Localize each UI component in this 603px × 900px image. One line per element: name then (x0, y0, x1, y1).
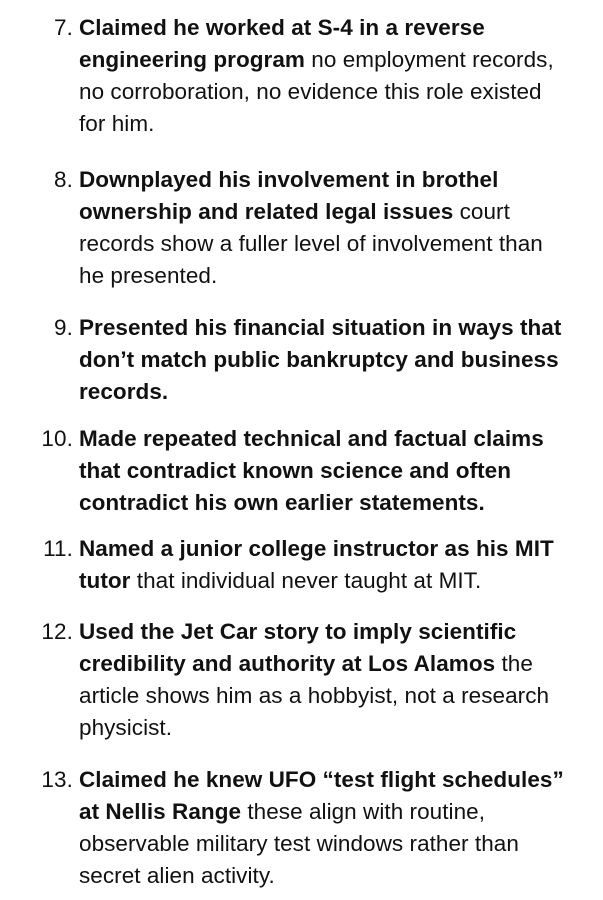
item-rebuttal: court records show a fuller level of involvement than he presented. (79, 199, 543, 288)
item-claim: Claimed he worked at S-4 in a reverse engineering program (79, 15, 485, 72)
item-number: 7. (54, 15, 73, 40)
item-claim: Used the Jet Car story to imply scientific credibility and authority at Los Alamos (79, 619, 517, 676)
item-claim: Claimed he knew UFO “test flight schedules” at Nellis Range (79, 767, 564, 824)
item-text (79, 12, 574, 140)
item-number: 11. (43, 536, 73, 561)
item-text (79, 764, 574, 892)
item-number: 13. (41, 767, 73, 792)
item-text (79, 164, 574, 292)
item-text (79, 616, 574, 744)
item-rebuttal: these align with routine, observable military test windows rather than secret alien activity. (79, 799, 519, 888)
item-number: 8. (54, 167, 73, 192)
item-claim: Made repeated technical and factual claims that contradict known science and often contradict his own earlier statements. (79, 426, 544, 515)
item-rebuttal: that individual never taught at MIT. (130, 568, 482, 593)
item-text (79, 533, 574, 597)
item-text (79, 312, 574, 408)
item-number: 9. (54, 315, 73, 340)
item-number: 10. (41, 426, 73, 451)
item-number: 12. (41, 619, 73, 644)
item-claim: Presented his financial situation in ways that don’t match public bankruptcy and business records. (79, 315, 562, 404)
item-text (79, 423, 574, 519)
item-claim: Named a junior college instructor as his MIT tutor (79, 536, 554, 593)
item-rebuttal: no employment records, no corroboration, no evidence this role existed for him. (79, 47, 554, 136)
item-rebuttal: the article shows him as a hobbyist, not a research physicist. (79, 651, 550, 740)
item-claim: Downplayed his involvement in brothel ownership and related legal issues (79, 167, 499, 224)
